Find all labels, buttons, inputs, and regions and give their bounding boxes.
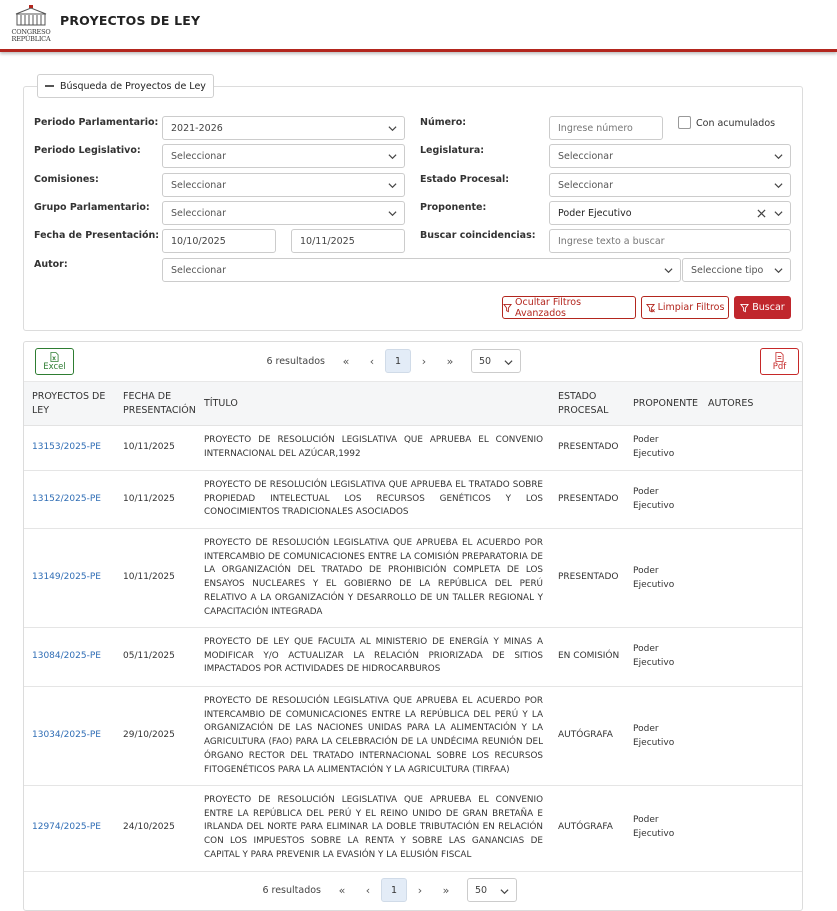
logo-text-2: REPÚBLICA [11, 35, 51, 43]
status-cell: EN COMISIÓN [558, 651, 620, 661]
prev-page-icon[interactable]: ‹ [365, 883, 371, 897]
proponente-label: Proponente: [420, 202, 487, 213]
collapse-icon [45, 85, 54, 87]
status-cell: AUTÓGRAFA [558, 730, 613, 740]
chevron-down-icon [504, 358, 513, 367]
chevron-down-icon [774, 152, 783, 161]
table-row [24, 628, 803, 687]
app-header [0, 0, 837, 52]
date-cell: 10/11/2025 [123, 442, 175, 452]
filter-icon [503, 303, 512, 313]
proponente-select[interactable]: Poder Ejecutivo [549, 201, 791, 225]
page-size-select[interactable]: 50 [471, 349, 521, 373]
numero-input[interactable]: Ingrese número [549, 116, 663, 140]
proponente-cell: Poder Ejecutivo [633, 815, 675, 839]
legislatura-label: Legislatura: [420, 145, 485, 156]
pagination-bottom [261, 878, 517, 902]
date-cell: 10/11/2025 [123, 494, 175, 504]
last-page-icon[interactable]: » [442, 883, 450, 897]
status-cell: PRESENTADO [558, 442, 619, 452]
chevron-down-icon [388, 181, 397, 190]
col-proponente: PROPONENTE [633, 398, 699, 409]
periodo-parlamentario-label: Periodo Parlamentario: [34, 117, 159, 128]
grupo-parlamentario-select[interactable]: Seleccionar [162, 201, 405, 225]
result-count: 6 resultados [266, 355, 325, 367]
logo-text-1: CONGRESO [11, 28, 51, 36]
periodo-legislativo-select[interactable]: Seleccionar [162, 144, 405, 168]
next-page-icon[interactable]: › [421, 354, 427, 368]
pdf-file-icon [775, 352, 784, 362]
congreso-logo[interactable] [11, 3, 51, 43]
title-cell: PROYECTO DE RESOLUCIÓN LEGISLATIVA QUE APRUEBA EL ACUERDO POR INTERCAMBIO DE COMUNICACIONES ENTRE LA REPÚBLICA DEL PERÚ Y LA ORGANIZACIÓN DE LAS NACIONES UNIDAS PARA LA ALIMENTACIÓN Y LA AGRICULTURA (FAO) PARA LA CELEBRACIÓN DE LA UNDÉCIMA REUNIÓN DEL ÓRGANO RECTOR DEL TRATADO INTERNACIONAL SOBRE LOS RECURSOS FITOGENÉTICOS PARA LA ALIMENTACIÓN Y LA AGRICULTURA (TIRFAA) [204, 696, 543, 775]
next-page-icon[interactable]: › [417, 883, 423, 897]
project-link[interactable]: 13034/2025-PE [32, 730, 101, 740]
pagination-top [265, 349, 521, 373]
table-row [24, 471, 803, 529]
project-link[interactable]: 13149/2025-PE [32, 572, 101, 582]
numero-label: Número: [420, 117, 467, 128]
legislatura-select[interactable]: Seleccionar [549, 144, 791, 168]
status-cell: PRESENTADO [558, 494, 619, 504]
first-page-icon[interactable]: « [338, 883, 346, 897]
title-cell: PROYECTO DE LEY QUE FACULTA AL MINISTERIO DE ENERGÍA Y MINAS A MODIFICAR Y/O ACTUALIZAR LA RELACIÓN PRIORIZADA DE SITIOS IMPACTADOS POR ACTIVIDADES DE HIDROCARBUROS [204, 637, 543, 675]
col-autores: AUTORES [708, 398, 754, 409]
fecha-presentacion-label: Fecha de Presentación: [34, 230, 160, 241]
buscar-coincidencias-label: Buscar coincidencias: [420, 230, 536, 241]
comisiones-label: Comisiones: [34, 174, 99, 185]
col-fecha: FECHA DE PRESENTACIÓN [123, 391, 196, 416]
title-cell: PROYECTO DE RESOLUCIÓN LEGISLATIVA QUE APRUEBA EL CONVENIO INTERNACIONAL DEL AZÚCAR,1992 [204, 435, 543, 459]
title-cell: PROYECTO DE RESOLUCIÓN LEGISLATIVA QUE APRUEBA EL ACUERDO POR INTERCAMBIO DE COMUNICACIONES ENTRE LA COMISIÓN PREPARATORIA DE LA ORGANIZACIÓN DEL TRATADO DE PROHIBICIÓN COMPLETA DE LOS ENSAYOS NUCLEARES Y EL GOBIERNO DE LA REPÚBLICA DEL PERÚ RELATIVO A LA ORGANIZACIÓN Y DESARROLLO DE UN TALLER REGIONAL Y CAPACITACIÓN INTEGRADA [204, 538, 543, 617]
page-title: PROYECTOS DE LEY [60, 13, 201, 28]
buscar-button[interactable]: Buscar [734, 296, 791, 319]
chevron-down-icon [774, 181, 783, 190]
col-proyectos: PROYECTOS DE LEY [32, 391, 106, 416]
date-cell: 24/10/2025 [123, 822, 175, 832]
fecha-desde-input[interactable]: 10/10/2025 [162, 229, 276, 253]
chevron-down-icon [774, 209, 783, 218]
result-count: 6 resultados [262, 884, 321, 896]
date-cell: 29/10/2025 [123, 730, 175, 740]
page-button[interactable]: 1 [381, 878, 407, 902]
estado-procesal-label: Estado Procesal: [420, 174, 510, 185]
table-row [24, 426, 803, 471]
chevron-down-icon [664, 266, 673, 275]
table-row [24, 687, 803, 786]
col-estado: ESTADO PROCESAL [558, 391, 609, 416]
search-panel-title: Búsqueda de Proyectos de Ley [60, 80, 206, 92]
table-row [24, 786, 803, 872]
con-acumulados-label: Con acumulados [696, 118, 776, 129]
title-cell: PROYECTO DE RESOLUCIÓN LEGISLATIVA QUE APRUEBA EL TRATADO SOBRE PROPIEDAD INTELECTUAL LOS RECURSOS GENÉTICOS Y LOS CONOCIMIENTOS TRADICIONALES ASOCIADOS [204, 480, 543, 518]
chevron-down-icon [388, 152, 397, 161]
col-titulo: TÍTULO [204, 398, 238, 409]
results-panel [23, 341, 803, 911]
autor-label: Autor: [34, 259, 68, 270]
filter-icon [740, 303, 749, 313]
excel-file-icon [50, 352, 59, 362]
chevron-down-icon [500, 887, 509, 896]
search-panel-toggle[interactable] [37, 74, 214, 98]
estado-procesal-select[interactable]: Seleccionar [549, 173, 791, 197]
table-header [24, 381, 803, 426]
limpiar-filtros-button[interactable]: Limpiar Filtros [641, 296, 729, 319]
status-cell: PRESENTADO [558, 572, 619, 582]
status-cell: AUTÓGRAFA [558, 822, 613, 832]
proponente-cell: Poder Ejecutivo [633, 724, 675, 748]
title-cell: PROYECTO DE RESOLUCIÓN LEGISLATIVA QUE APRUEBA EL CONVENIO ENTRE LA REPÚBLICA DEL PERÚ Y EL REINO UNIDO DE GRAN BRETAÑA E IRLANDA DEL NORTE PARA ELIMINAR LA DOBLE TRIBUTACIÓN EN RELACIÓN CON LOS IMPUESTOS SOBRE LA RENTA Y SOBRE LAS GANANCIAS DE CAPITAL Y PARA PREVENIR LA EVASIÓN Y LA ELUSIÓN FISCAL [204, 795, 543, 860]
first-page-icon[interactable]: « [342, 354, 350, 368]
buscar-coincidencias-input[interactable]: Ingrese texto a buscar [549, 229, 791, 253]
project-link[interactable]: 13084/2025-PE [32, 651, 101, 661]
grupo-parlamentario-label: Grupo Parlamentario: [34, 202, 150, 213]
project-link[interactable]: 13152/2025-PE [32, 494, 101, 504]
chevron-down-icon [774, 266, 783, 275]
autor-tipo-select[interactable]: Seleccione tipo [682, 258, 791, 282]
page-size-select[interactable]: 50 [467, 878, 517, 902]
comisiones-select[interactable]: Seleccionar [162, 173, 405, 197]
export-pdf-button[interactable]: Pdf [760, 348, 799, 375]
export-excel-button[interactable]: Excel [35, 348, 74, 375]
congress-building-icon [15, 5, 47, 27]
last-page-icon[interactable]: » [446, 354, 454, 368]
proponente-cell: Poder Ejecutivo [633, 566, 675, 590]
project-link[interactable]: 13153/2025-PE [32, 442, 101, 452]
clear-icon[interactable] [757, 209, 766, 218]
date-cell: 10/11/2025 [123, 572, 175, 582]
autor-select[interactable]: Seleccionar [162, 258, 681, 282]
prev-page-icon[interactable]: ‹ [369, 354, 375, 368]
periodo-parlamentario-select[interactable]: 2021-2026 [162, 116, 405, 140]
chevron-down-icon [388, 124, 397, 133]
page-button[interactable]: 1 [385, 349, 411, 373]
ocultar-filtros-button[interactable]: Ocultar Filtros Avanzados [502, 296, 636, 319]
con-acumulados-checkbox[interactable] [678, 116, 691, 129]
chevron-down-icon [388, 209, 397, 218]
table-row [24, 529, 803, 628]
fecha-hasta-input[interactable]: 10/11/2025 [291, 229, 405, 253]
periodo-legislativo-label: Periodo Legislativo: [34, 145, 141, 156]
proponente-cell: Poder Ejecutivo [633, 435, 675, 459]
filter-clear-icon [646, 303, 655, 313]
proponente-cell: Poder Ejecutivo [633, 487, 675, 511]
proponente-cell: Poder Ejecutivo [633, 644, 675, 668]
project-link[interactable]: 12974/2025-PE [32, 822, 101, 832]
date-cell: 05/11/2025 [123, 651, 175, 661]
